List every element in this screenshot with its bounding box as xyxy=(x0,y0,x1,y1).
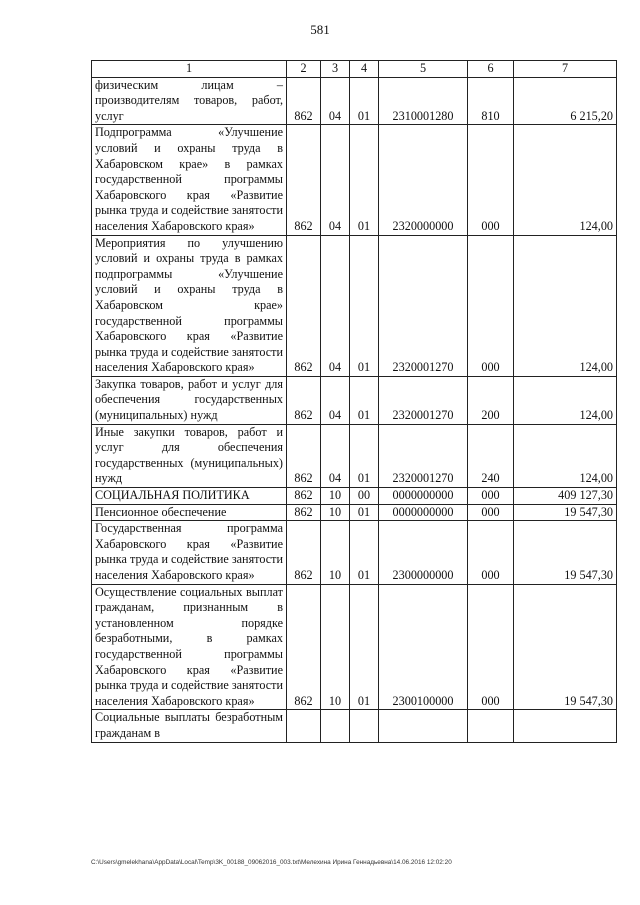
row-subsection-code: 01 xyxy=(350,504,379,521)
row-ministry-code: 862 xyxy=(287,521,321,584)
row-expense-type: 000 xyxy=(468,125,514,235)
row-subsection-code: 01 xyxy=(350,77,379,125)
row-amount: 19 547,30 xyxy=(514,584,617,710)
row-amount: 124,00 xyxy=(514,376,617,424)
table-row xyxy=(92,584,617,710)
row-target-code: 2310001280 xyxy=(379,77,468,125)
column-header-3: 3 xyxy=(321,61,350,78)
page-number: 581 xyxy=(310,22,330,37)
row-target-code: 2320001270 xyxy=(379,424,468,487)
row-ministry-code: 862 xyxy=(287,235,321,376)
row-ministry-code xyxy=(287,710,321,742)
row-name: физическим лицам – производителям товаров, работ, услуг xyxy=(92,77,287,125)
row-name: Закупка товаров, работ и услуг для обеспечения государственных (муниципальных) нужд xyxy=(92,376,287,424)
row-ministry-code: 862 xyxy=(287,504,321,521)
row-ministry-code: 862 xyxy=(287,488,321,505)
row-subsection-code: 01 xyxy=(350,584,379,710)
row-amount: 19 547,30 xyxy=(514,504,617,521)
row-amount: 19 547,30 xyxy=(514,521,617,584)
table-row xyxy=(92,125,617,235)
row-subsection-code: 01 xyxy=(350,376,379,424)
row-amount: 124,00 xyxy=(514,235,617,376)
row-section-code: 04 xyxy=(321,235,350,376)
row-subsection-code: 01 xyxy=(350,235,379,376)
file-path-footer: C:\Users\gmelekhana\AppData\Local\Temp\3K_00188_09062016_003.txt\Мелехина Ирина Геннадьевна\14.06.2016 12:02:20 xyxy=(91,859,452,866)
column-header-1: 1 xyxy=(92,61,287,78)
row-target-code: 2300000000 xyxy=(379,521,468,584)
row-name: Государственная программа Хабаровского края «Развитие рынка труда и содействие занятости населения Хабаровского края» xyxy=(92,521,287,584)
row-section-code: 10 xyxy=(321,521,350,584)
row-name: Подпрограмма «Улучшение условий и охраны труда в Хабаровском крае» в рамках государственной программы Хабаровского края «Развитие рынка труда и содействие занятости населения Хабаровского края» xyxy=(92,125,287,235)
table-row xyxy=(92,521,617,584)
row-amount: 124,00 xyxy=(514,424,617,487)
row-name: СОЦИАЛЬНАЯ ПОЛИТИКА xyxy=(92,488,287,505)
row-expense-type: 810 xyxy=(468,77,514,125)
table-row xyxy=(92,376,617,424)
row-amount: 409 127,30 xyxy=(514,488,617,505)
column-header-7: 7 xyxy=(514,61,617,78)
table-row xyxy=(92,710,617,742)
budget-table xyxy=(91,60,617,743)
row-target-code: 2320001270 xyxy=(379,235,468,376)
row-target-code: 0000000000 xyxy=(379,504,468,521)
row-expense-type: 000 xyxy=(468,521,514,584)
row-name: Мероприятия по улучшению условий и охраны труда в рамках подпрограммы «Улучшение условий и охраны труда в Хабаровском крае» государственной программы Хабаровского края «Развитие рынка труда и содействие занятости населения Хабаровского края» xyxy=(92,235,287,376)
row-target-code: 2320001270 xyxy=(379,376,468,424)
row-expense-type: 000 xyxy=(468,488,514,505)
header-row xyxy=(92,61,617,78)
row-section-code: 04 xyxy=(321,77,350,125)
row-section-code: 04 xyxy=(321,125,350,235)
row-section-code: 04 xyxy=(321,424,350,487)
row-name: Пенсионное обеспечение xyxy=(92,504,287,521)
row-expense-type: 240 xyxy=(468,424,514,487)
row-expense-type: 000 xyxy=(468,235,514,376)
table-row xyxy=(92,235,617,376)
row-ministry-code: 862 xyxy=(287,125,321,235)
row-name: Осуществление социальных выплат гражданам, признанным в установленном порядке безработными, в рамках государственной программы Хабаровского края «Развитие рынка труда и содействие занятости населения Хабаровского края» xyxy=(92,584,287,710)
row-section-code: 10 xyxy=(321,584,350,710)
row-section-code xyxy=(321,710,350,742)
row-expense-type: 200 xyxy=(468,376,514,424)
row-subsection-code: 01 xyxy=(350,521,379,584)
row-amount: 124,00 xyxy=(514,125,617,235)
table-row xyxy=(92,488,617,505)
row-target-code: 2300100000 xyxy=(379,584,468,710)
row-ministry-code: 862 xyxy=(287,424,321,487)
table-row xyxy=(92,424,617,487)
row-section-code: 10 xyxy=(321,488,350,505)
row-target-code: 0000000000 xyxy=(379,488,468,505)
table-row xyxy=(92,504,617,521)
row-ministry-code: 862 xyxy=(287,376,321,424)
row-amount: 6 215,20 xyxy=(514,77,617,125)
table-row xyxy=(92,77,617,125)
row-ministry-code: 862 xyxy=(287,584,321,710)
row-amount xyxy=(514,710,617,742)
row-target-code: 2320000000 xyxy=(379,125,468,235)
row-subsection-code: 00 xyxy=(350,488,379,505)
row-expense-type: 000 xyxy=(468,504,514,521)
row-subsection-code: 01 xyxy=(350,125,379,235)
column-header-6: 6 xyxy=(468,61,514,78)
row-expense-type xyxy=(468,710,514,742)
row-target-code xyxy=(379,710,468,742)
row-section-code: 04 xyxy=(321,376,350,424)
row-subsection-code xyxy=(350,710,379,742)
row-section-code: 10 xyxy=(321,504,350,521)
column-header-5: 5 xyxy=(379,61,468,78)
row-name: Иные закупки товаров, работ и услуг для обеспечения государственных (муниципальных) нужд xyxy=(92,424,287,487)
row-name: Социальные выплаты безработным гражданам в xyxy=(92,710,287,742)
column-header-4: 4 xyxy=(350,61,379,78)
column-header-2: 2 xyxy=(287,61,321,78)
row-expense-type: 000 xyxy=(468,584,514,710)
row-subsection-code: 01 xyxy=(350,424,379,487)
row-ministry-code: 862 xyxy=(287,77,321,125)
